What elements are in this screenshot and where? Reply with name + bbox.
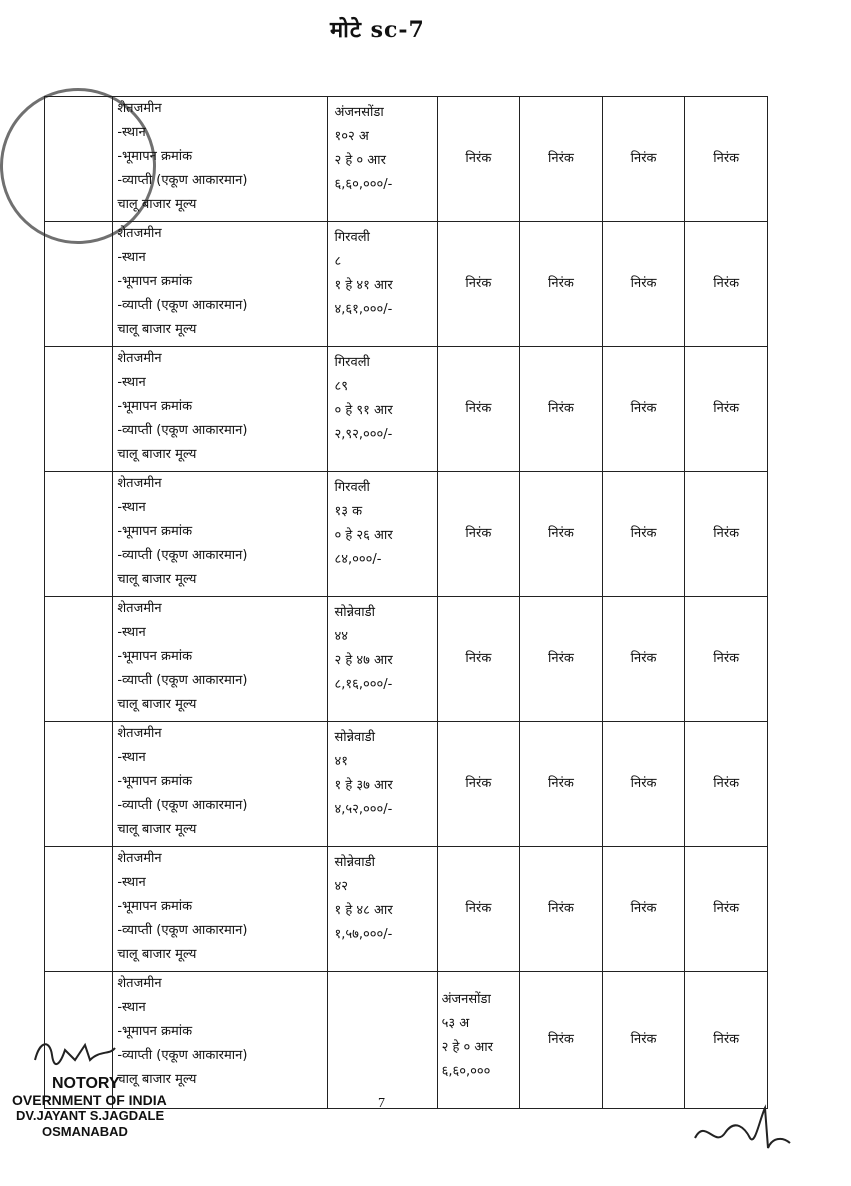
table-row [45, 847, 768, 972]
status-cell: निरंक [520, 847, 603, 972]
status-cell: निरंक [520, 347, 603, 472]
property-value-cell [328, 972, 437, 1109]
status-cell: निरंक [602, 222, 685, 347]
property-label-cell [113, 97, 328, 222]
property-area: १ हे ४८ आर [334, 903, 393, 918]
table-row [45, 347, 768, 472]
property-market-value: २,९२,०००/- [334, 427, 393, 442]
property-area: ० हे २६ आर [334, 528, 393, 543]
property-label: -स्थान [117, 625, 146, 640]
property-label: -भूमापन क्रमांक [117, 149, 193, 164]
property-label: -भूमापन क्रमांक [117, 774, 193, 789]
property-market-value: ६,६०,०००/- [334, 177, 393, 192]
property-label: -भूमापन क्रमांक [117, 899, 193, 914]
property-label: -व्याप्ती (एकूण आकारमान) [117, 673, 248, 688]
property-label: शेतजमीन [117, 101, 162, 116]
notary-title: NOTORY [52, 1075, 120, 1092]
property-label: -भूमापन क्रमांक [117, 1024, 193, 1039]
initials-icon [30, 1030, 120, 1070]
property-label: -व्याप्ती (एकूण आकारमान) [117, 798, 248, 813]
property-area: ० हे ९१ आर [334, 403, 393, 418]
property-value-cell [328, 597, 437, 722]
property-label: शेतजमीन [117, 976, 162, 991]
notary-government: OVERNMENT OF INDIA [12, 1092, 167, 1108]
status-cell: निरंक [520, 472, 603, 597]
notary-place: OSMANABAD [42, 1124, 128, 1139]
property-location: गिरवली [334, 480, 370, 495]
property-value-cell [328, 347, 437, 472]
status-cell: निरंक [685, 722, 768, 847]
property-survey-no: ४४ [334, 629, 348, 644]
status-cell: निरंक [437, 722, 520, 847]
property-label: -स्थान [117, 875, 146, 890]
property-survey-no: ८ [334, 254, 342, 269]
property-location: गिरवली [334, 230, 370, 245]
property-location: सोन्नेवाडी [334, 605, 375, 620]
property-label: -व्याप्ती (एकूण आकारमान) [117, 298, 248, 313]
property-label: चालू बाजार मूल्य [117, 947, 197, 962]
property-label: -व्याप्ती (एकूण आकारमान) [117, 548, 248, 563]
status-cell: निरंक [602, 472, 685, 597]
status-cell: निरंक [602, 847, 685, 972]
property-label-cell [113, 847, 328, 972]
status-cell: निरंक [520, 597, 603, 722]
property-market-value: १,५७,०००/- [334, 927, 393, 942]
property-market-value: ४,५२,०००/- [334, 802, 393, 817]
property-survey-no: १०२ अ [334, 129, 369, 144]
property-market-value: ४,६१,०००/- [334, 302, 393, 317]
status-cell: निरंक [437, 97, 520, 222]
property-label: -व्याप्ती (एकूण आकारमान) [117, 173, 248, 188]
row-index-cell [45, 722, 113, 847]
property-value-cell [328, 722, 437, 847]
property-label: -स्थान [117, 750, 146, 765]
property-survey-no: १३ क [334, 504, 363, 519]
status-cell: निरंक [685, 472, 768, 597]
status-cell: निरंक [602, 972, 685, 1109]
property-area: १ हे ३७ आर [334, 778, 393, 793]
property-label: -व्याप्ती (एकूण आकारमान) [117, 1048, 248, 1063]
property-label: चालू बाजार मूल्य [117, 322, 197, 337]
property-label: शेतजमीन [117, 851, 162, 866]
property-label-cell [113, 222, 328, 347]
status-cell: अंजनसोंडा ५३ अ २ हे ० आर ६,६०,००० [437, 972, 520, 1109]
status-cell: निरंक [520, 222, 603, 347]
property-label: -भूमापन क्रमांक [117, 399, 193, 414]
property-label: शेतजमीन [117, 476, 162, 491]
property-label: -स्थान [117, 500, 146, 515]
property-survey-no: ८९ [334, 379, 348, 394]
property-location: सोन्नेवाडी [334, 855, 375, 870]
property-area: २ हे ० आर [334, 153, 386, 168]
property-label-cell [113, 722, 328, 847]
status-cell: निरंक [685, 972, 768, 1109]
property-label: -व्याप्ती (एकूण आकारमान) [117, 923, 248, 938]
property-label: शेतजमीन [117, 351, 162, 366]
table-row [45, 222, 768, 347]
property-label: -व्याप्ती (एकूण आकारमान) [117, 423, 248, 438]
property-market-value: ८,१६,०००/- [334, 677, 393, 692]
header-note: मोटे sc-7 [330, 17, 425, 43]
property-area: १ हे ४१ आर [334, 278, 393, 293]
property-label: -स्थान [117, 250, 146, 265]
status-cell: निरंक [520, 97, 603, 222]
property-market-value: ८४,०००/- [334, 552, 382, 567]
signature-icon [690, 1098, 800, 1158]
property-area: २ हे ४७ आर [334, 653, 393, 668]
status-cell: निरंक [685, 347, 768, 472]
property-location: सोन्नेवाडी [334, 730, 375, 745]
status-cell: निरंक [520, 972, 603, 1109]
property-label: चालू बाजार मूल्य [117, 1072, 197, 1087]
status-cell: निरंक [685, 97, 768, 222]
property-label: शेतजमीन [117, 226, 162, 241]
property-label: चालू बाजार मूल्य [117, 822, 197, 837]
property-label: -स्थान [117, 125, 146, 140]
table-row [45, 722, 768, 847]
status-cell: निरंक [602, 722, 685, 847]
status-cell: निरंक [602, 347, 685, 472]
property-survey-no: ४२ [334, 879, 348, 894]
property-value-cell [328, 847, 437, 972]
status-cell: निरंक [602, 97, 685, 222]
status-cell: निरंक [437, 847, 520, 972]
property-label: चालू बाजार मूल्य [117, 697, 197, 712]
page-number: 7 [378, 1096, 385, 1111]
property-table-container [44, 96, 768, 1109]
row-index-cell [45, 97, 113, 222]
row-index-cell [45, 222, 113, 347]
property-label: शेतजमीन [117, 601, 162, 616]
property-label: -भूमापन क्रमांक [117, 524, 193, 539]
status-cell: निरंक [685, 847, 768, 972]
property-label: चालू बाजार मूल्य [117, 572, 197, 587]
property-label: शेतजमीन [117, 726, 162, 741]
table-row [45, 97, 768, 222]
status-cell: निरंक [437, 347, 520, 472]
notary-name: DV.JAYANT S.JAGDALE [16, 1108, 165, 1123]
property-location: गिरवली [334, 355, 370, 370]
status-cell: निरंक [437, 222, 520, 347]
property-value-cell [328, 97, 437, 222]
status-cell: निरंक [437, 472, 520, 597]
table-row [45, 597, 768, 722]
property-value-cell [328, 472, 437, 597]
property-label: -स्थान [117, 1000, 146, 1015]
row-index-cell [45, 472, 113, 597]
row-index-cell [45, 347, 113, 472]
property-label: चालू बाजार मूल्य [117, 197, 197, 212]
status-cell: निरंक [685, 222, 768, 347]
notary-block [12, 1076, 167, 1140]
status-cell: निरंक [437, 597, 520, 722]
property-location: अंजनसोंडा [334, 105, 384, 120]
row-index-cell [45, 597, 113, 722]
property-label-cell [113, 472, 328, 597]
property-survey-no: ४१ [334, 754, 348, 769]
status-cell: निरंक [602, 597, 685, 722]
table-row [45, 472, 768, 597]
row-index-cell [45, 847, 113, 972]
property-label: -स्थान [117, 375, 146, 390]
property-label-cell [113, 347, 328, 472]
property-label: -भूमापन क्रमांक [117, 649, 193, 664]
property-label: -भूमापन क्रमांक [117, 274, 193, 289]
property-label-cell [113, 597, 328, 722]
property-value-cell [328, 222, 437, 347]
property-table [44, 96, 768, 1109]
property-label: चालू बाजार मूल्य [117, 447, 197, 462]
status-cell: निरंक [685, 597, 768, 722]
status-cell: निरंक [520, 722, 603, 847]
